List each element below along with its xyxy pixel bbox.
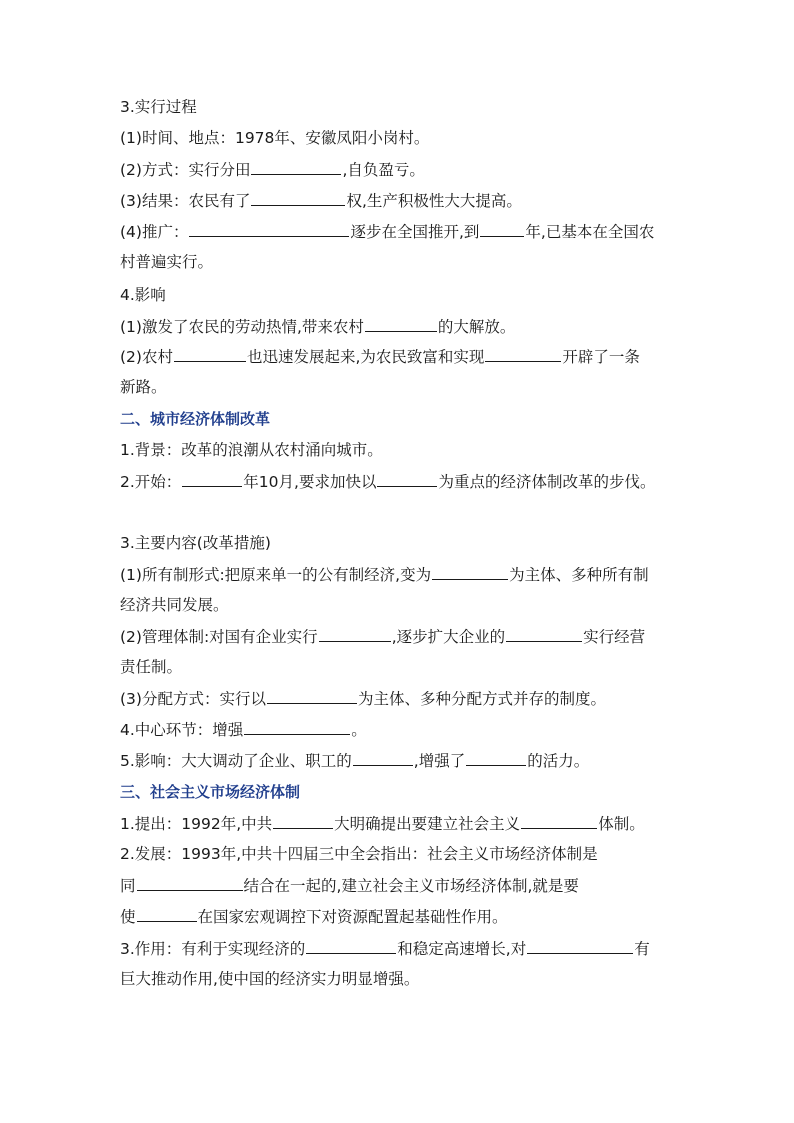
fill-blank[interactable]	[137, 906, 197, 922]
fill-blank[interactable]	[353, 750, 413, 766]
fill-blank[interactable]	[319, 626, 391, 642]
fill-blank[interactable]	[377, 471, 437, 487]
process-item-2: (2)方式：实行分田 ,自负盈亏。	[120, 161, 425, 179]
market-effect: 3.作用：有利于实现经济的 和稳定高速增长,对 有	[120, 940, 650, 958]
urban-background: 1.背景：改革的浪潮从农村涌向城市。	[120, 441, 383, 459]
urban-main-content: 3.主要内容(改革措施)	[120, 534, 271, 552]
impact-item-2-cont: 新路。	[120, 378, 167, 396]
section-title-impact: 4.影响	[120, 286, 166, 304]
fill-blank[interactable]	[174, 346, 246, 362]
market-development: 2.发展：1993年,中共十四届三中全会指出：社会主义市场经济体制是	[120, 845, 598, 863]
process-item-3: (3)结果：农民有了 权,生产积极性大大提高。	[120, 192, 522, 210]
process-item-4: (4)推广： 逐步在全国推开,到 年,已基本在全国农	[120, 223, 655, 241]
content-item-2: (2)管理体制:对国有企业实行 ,逐步扩大企业的 实行经营	[120, 628, 646, 646]
fill-blank[interactable]	[485, 346, 561, 362]
urban-impact: 5.影响：大大调动了企业、职工的 ,增强了 的活力。	[120, 752, 590, 770]
fill-blank[interactable]	[306, 938, 396, 954]
urban-start: 2.开始： 年10月,要求加快以 为重点的经济体制改革的步伐。	[120, 473, 656, 491]
impact-item-2: (2)农村 也迅速发展起来,为农民致富和实现 开辟了一条	[120, 348, 640, 366]
fill-blank[interactable]	[466, 750, 526, 766]
fill-blank[interactable]	[182, 471, 242, 487]
fill-blank[interactable]	[251, 159, 341, 175]
section-title-process: 3.实行过程	[120, 98, 197, 116]
process-item-4-cont: 村普遍实行。	[120, 253, 214, 271]
market-proposal: 1.提出：1992年,中共 大明确提出要建立社会主义 体制。	[120, 815, 645, 833]
fill-blank[interactable]	[189, 221, 349, 237]
content-item-2-cont: 责任制。	[120, 658, 183, 676]
fill-blank[interactable]	[273, 813, 333, 829]
process-item-1: (1)时间、地点：1978年、安徽凤阳小岗村。	[120, 129, 430, 147]
market-development-cont-2: 使 在国家宏观调控下对资源配置起基础性作用。	[120, 908, 508, 926]
fill-blank[interactable]	[251, 190, 345, 206]
fill-blank[interactable]	[137, 875, 243, 891]
impact-item-1: (1)激发了农民的劳动热情,带来农村 的大解放。	[120, 318, 516, 336]
fill-blank[interactable]	[527, 938, 633, 954]
fill-blank[interactable]	[244, 719, 350, 735]
market-development-cont-1: 同 结合在一起的,建立社会主义市场经济体制,就是要	[120, 877, 579, 895]
fill-blank[interactable]	[432, 564, 508, 580]
fill-blank[interactable]	[521, 813, 597, 829]
fill-blank[interactable]	[365, 316, 437, 332]
content-item-1-cont: 经济共同发展。	[120, 596, 229, 614]
heading-urban-reform: 二、城市经济体制改革	[120, 410, 271, 428]
market-effect-cont: 巨大推动作用,使中国的经济实力明显增强。	[120, 970, 420, 988]
fill-blank[interactable]	[480, 221, 524, 237]
urban-center: 4.中心环节：增强 。	[120, 721, 367, 739]
content-item-3: (3)分配方式：实行以 为主体、多种分配方式并存的制度。	[120, 690, 606, 708]
heading-market-economy: 三、社会主义市场经济体制	[120, 783, 301, 801]
fill-blank[interactable]	[506, 626, 582, 642]
content-item-1: (1)所有制形式:把原来单一的公有制经济,变为 为主体、多种所有制	[120, 566, 649, 584]
fill-blank[interactable]	[267, 688, 357, 704]
